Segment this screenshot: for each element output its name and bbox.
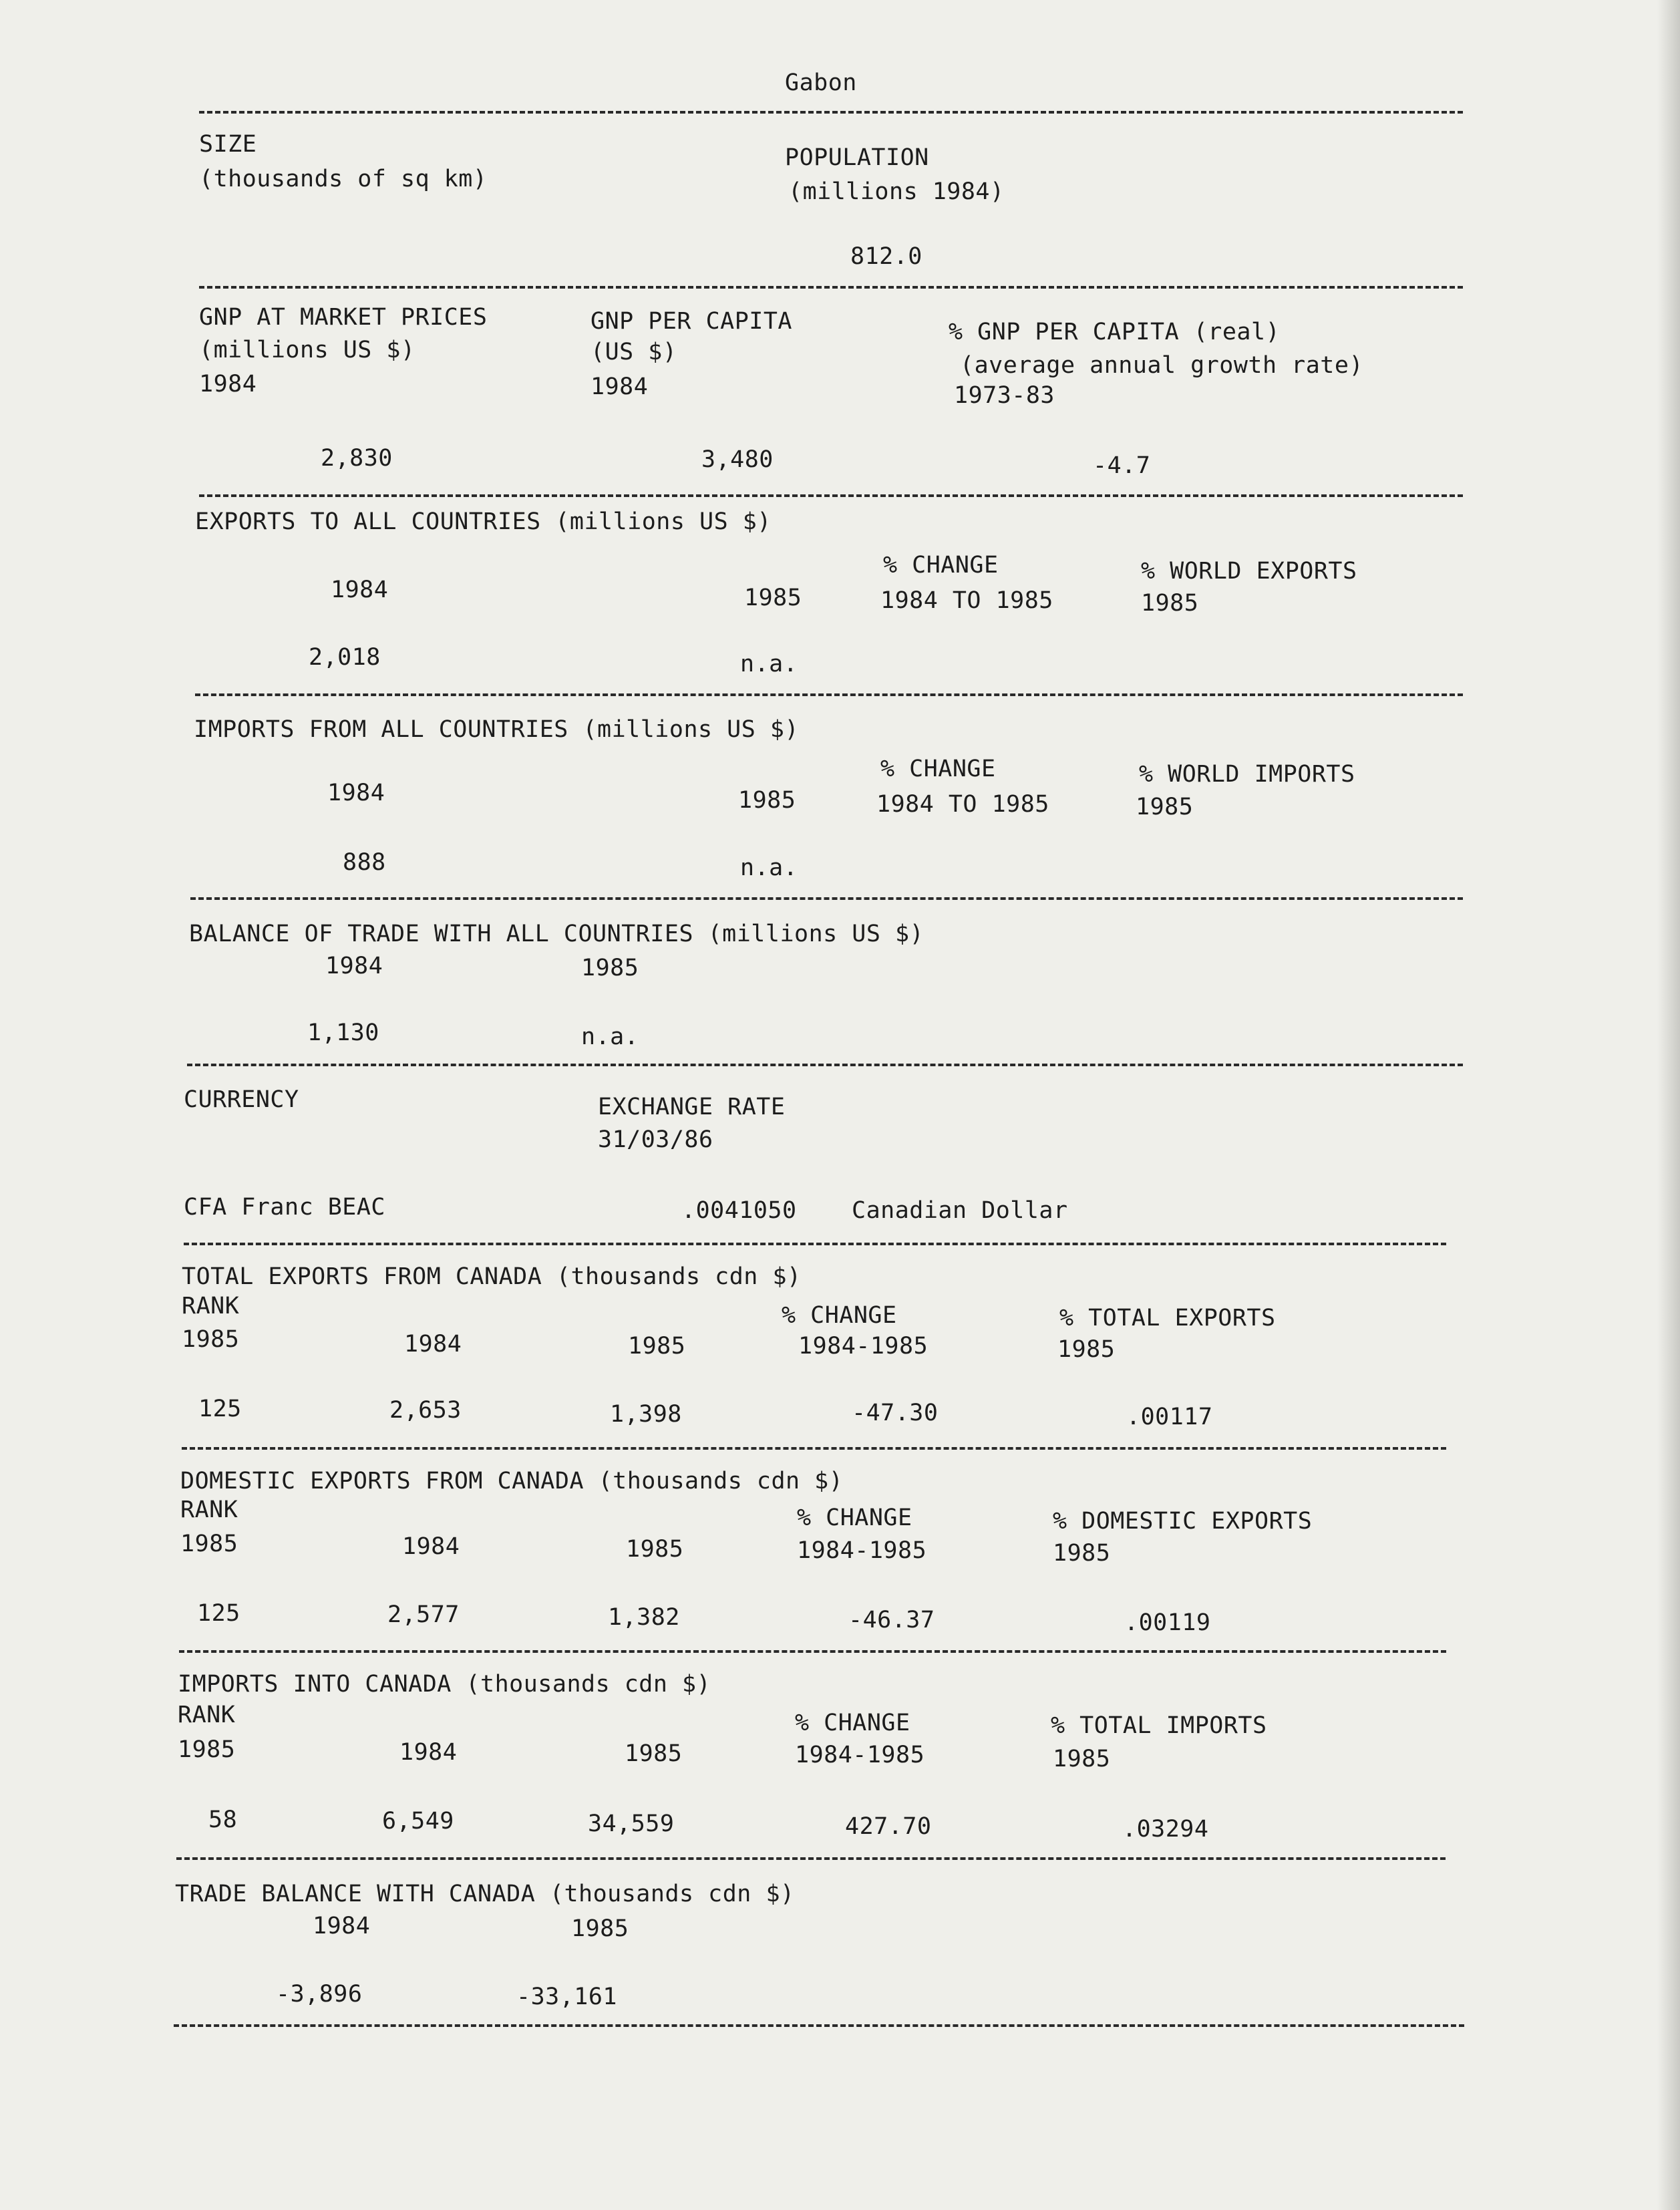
trade-balance-title: TRADE BALANCE WITH CANADA (thousands cdn $) xyxy=(175,1881,795,1907)
size-label: SIZE xyxy=(199,131,257,158)
gnp-market-units: (millions US $) xyxy=(199,337,415,363)
total-exports-col-share-year: 1985 xyxy=(1057,1336,1116,1363)
imports-canada-value-1984: 6,549 xyxy=(382,1808,454,1835)
gnp-growth-units: (average annual growth rate) xyxy=(960,352,1364,379)
exports-all-value-1985: n.a. xyxy=(740,651,798,677)
balance-all-title: BALANCE OF TRADE WITH ALL COUNTRIES (millions US $) xyxy=(189,921,925,947)
population-units: (millions 1984) xyxy=(788,178,1005,205)
imports-all-title: IMPORTS FROM ALL COUNTRIES (millions US $) xyxy=(194,716,800,743)
gnp-growth-years: 1973-83 xyxy=(954,382,1055,409)
population-value: 812.0 xyxy=(850,243,922,270)
imports-all-col-1985: 1985 xyxy=(738,787,796,814)
total-exports-col-change-years: 1984-1985 xyxy=(798,1333,929,1360)
size-units: (thousands of sq km) xyxy=(199,166,488,192)
currency-label: CURRENCY xyxy=(184,1086,299,1113)
domestic-exports-title: DOMESTIC EXPORTS FROM CANADA (thousands cdn $) xyxy=(180,1468,844,1494)
exchange-rate-label: EXCHANGE RATE xyxy=(598,1094,786,1120)
imports-canada-rank: 58 xyxy=(208,1806,238,1833)
exchange-rate-value: .0041050 xyxy=(681,1197,797,1224)
imports-canada-title: IMPORTS INTO CANADA (thousands cdn $) xyxy=(178,1671,711,1698)
imports-canada-value-1985: 34,559 xyxy=(588,1810,675,1837)
domestic-exports-col-1985: 1985 xyxy=(626,1536,684,1563)
total-exports-title: TOTAL EXPORTS FROM CANADA (thousands cdn $) xyxy=(182,1263,802,1290)
total-exports-col-share: % TOTAL EXPORTS xyxy=(1059,1305,1276,1331)
imports-all-col-1984: 1984 xyxy=(327,780,385,806)
domestic-exports-col-1984: 1984 xyxy=(402,1533,460,1560)
imports-canada-col-share: % TOTAL IMPORTS xyxy=(1051,1712,1267,1739)
imports-all-col-world: % WORLD IMPORTS xyxy=(1139,761,1355,788)
domestic-exports-rank-year: 1985 xyxy=(180,1531,238,1557)
imports-all-col-world-year: 1985 xyxy=(1136,794,1194,820)
trade-balance-value-1985: -33,161 xyxy=(516,1984,618,2010)
imports-canada-col-1984: 1984 xyxy=(399,1739,458,1766)
population-label: POPULATION xyxy=(785,144,929,171)
exports-all-col-1985: 1985 xyxy=(744,585,802,611)
section-divider xyxy=(199,286,1463,289)
imports-canada-rank-year: 1985 xyxy=(178,1736,236,1763)
total-exports-rank: 125 xyxy=(198,1396,242,1422)
total-exports-share: .00117 xyxy=(1126,1404,1213,1430)
trade-balance-col-1984: 1984 xyxy=(313,1913,371,1939)
gnp-growth-value: -4.7 xyxy=(1093,452,1151,479)
domestic-exports-share: .00119 xyxy=(1124,1609,1211,1636)
domestic-exports-value-1985: 1,382 xyxy=(608,1604,680,1631)
section-divider xyxy=(174,2024,1464,2027)
currency-name: CFA Franc BEAC xyxy=(184,1194,386,1221)
total-exports-change: -47.30 xyxy=(852,1400,939,1426)
gnp-per-capita-label: GNP PER CAPITA xyxy=(591,308,793,335)
page-edge-shadow xyxy=(1657,0,1680,2210)
exports-all-col-1984: 1984 xyxy=(331,577,389,603)
section-divider xyxy=(184,1243,1446,1245)
imports-all-value-1984: 888 xyxy=(343,849,386,876)
exports-all-col-world-year: 1985 xyxy=(1141,590,1199,617)
gnp-market-value: 2,830 xyxy=(321,445,393,472)
country-title: Gabon xyxy=(785,69,857,96)
section-divider xyxy=(179,1650,1446,1653)
balance-all-value-1985: n.a. xyxy=(581,1023,639,1050)
section-divider xyxy=(195,693,1463,696)
exchange-rate-per: Canadian Dollar xyxy=(852,1197,1068,1224)
gnp-growth-label: % GNP PER CAPITA (real) xyxy=(949,319,1281,345)
domestic-exports-col-share: % DOMESTIC EXPORTS xyxy=(1053,1508,1313,1535)
trade-balance-value-1984: -3,896 xyxy=(276,1981,363,2008)
gnp-per-capita-value: 3,480 xyxy=(701,446,774,473)
total-exports-rank-year: 1985 xyxy=(182,1326,240,1353)
section-divider xyxy=(187,1064,1463,1066)
balance-all-col-1984: 1984 xyxy=(325,953,383,979)
section-divider xyxy=(182,1447,1446,1450)
exchange-rate-date: 31/03/86 xyxy=(598,1126,713,1153)
exports-all-title: EXPORTS TO ALL COUNTRIES (millions US $) xyxy=(195,508,772,535)
imports-canada-col-change: % CHANGE xyxy=(795,1710,910,1736)
section-divider xyxy=(199,111,1463,114)
gnp-per-capita-units: (US $) xyxy=(591,339,677,365)
balance-all-value-1984: 1,130 xyxy=(307,1019,379,1046)
section-divider xyxy=(176,1857,1446,1860)
domestic-exports-col-change-years: 1984-1985 xyxy=(797,1537,927,1564)
total-exports-value-1984: 2,653 xyxy=(389,1397,462,1424)
imports-canada-share: .03294 xyxy=(1122,1816,1209,1843)
gnp-market-year: 1984 xyxy=(199,371,257,398)
imports-all-col-change: % CHANGE xyxy=(880,756,996,782)
total-exports-col-1985: 1985 xyxy=(628,1333,686,1360)
exports-all-col-change: % CHANGE xyxy=(883,552,999,579)
imports-canada-col-share-year: 1985 xyxy=(1053,1746,1111,1772)
imports-canada-rank-label: RANK xyxy=(178,1702,236,1728)
trade-balance-col-1985: 1985 xyxy=(571,1915,629,1942)
domestic-exports-col-change: % CHANGE xyxy=(797,1505,912,1531)
domestic-exports-change: -46.37 xyxy=(848,1607,935,1633)
imports-canada-col-change-years: 1984-1985 xyxy=(795,1742,925,1768)
total-exports-col-change: % CHANGE xyxy=(782,1302,897,1329)
gnp-per-capita-year: 1984 xyxy=(591,373,649,400)
domestic-exports-rank-label: RANK xyxy=(180,1496,238,1523)
domestic-exports-col-share-year: 1985 xyxy=(1053,1540,1111,1567)
total-exports-rank-label: RANK xyxy=(182,1293,240,1319)
section-divider xyxy=(190,897,1463,900)
exports-all-col-change-years: 1984 TO 1985 xyxy=(880,587,1053,614)
gnp-market-label: GNP AT MARKET PRICES xyxy=(199,304,488,331)
balance-all-col-1985: 1985 xyxy=(581,955,639,981)
imports-canada-col-1985: 1985 xyxy=(625,1740,683,1767)
exports-all-col-world: % WORLD EXPORTS xyxy=(1141,558,1357,585)
total-exports-col-1984: 1984 xyxy=(404,1331,462,1358)
domestic-exports-rank: 125 xyxy=(197,1600,240,1627)
section-divider xyxy=(199,494,1463,497)
imports-all-value-1985: n.a. xyxy=(740,854,798,881)
imports-canada-change: 427.70 xyxy=(845,1813,932,1840)
total-exports-value-1985: 1,398 xyxy=(610,1401,682,1428)
exports-all-value-1984: 2,018 xyxy=(309,644,381,671)
domestic-exports-value-1984: 2,577 xyxy=(387,1601,460,1628)
imports-all-col-change-years: 1984 TO 1985 xyxy=(876,791,1049,818)
